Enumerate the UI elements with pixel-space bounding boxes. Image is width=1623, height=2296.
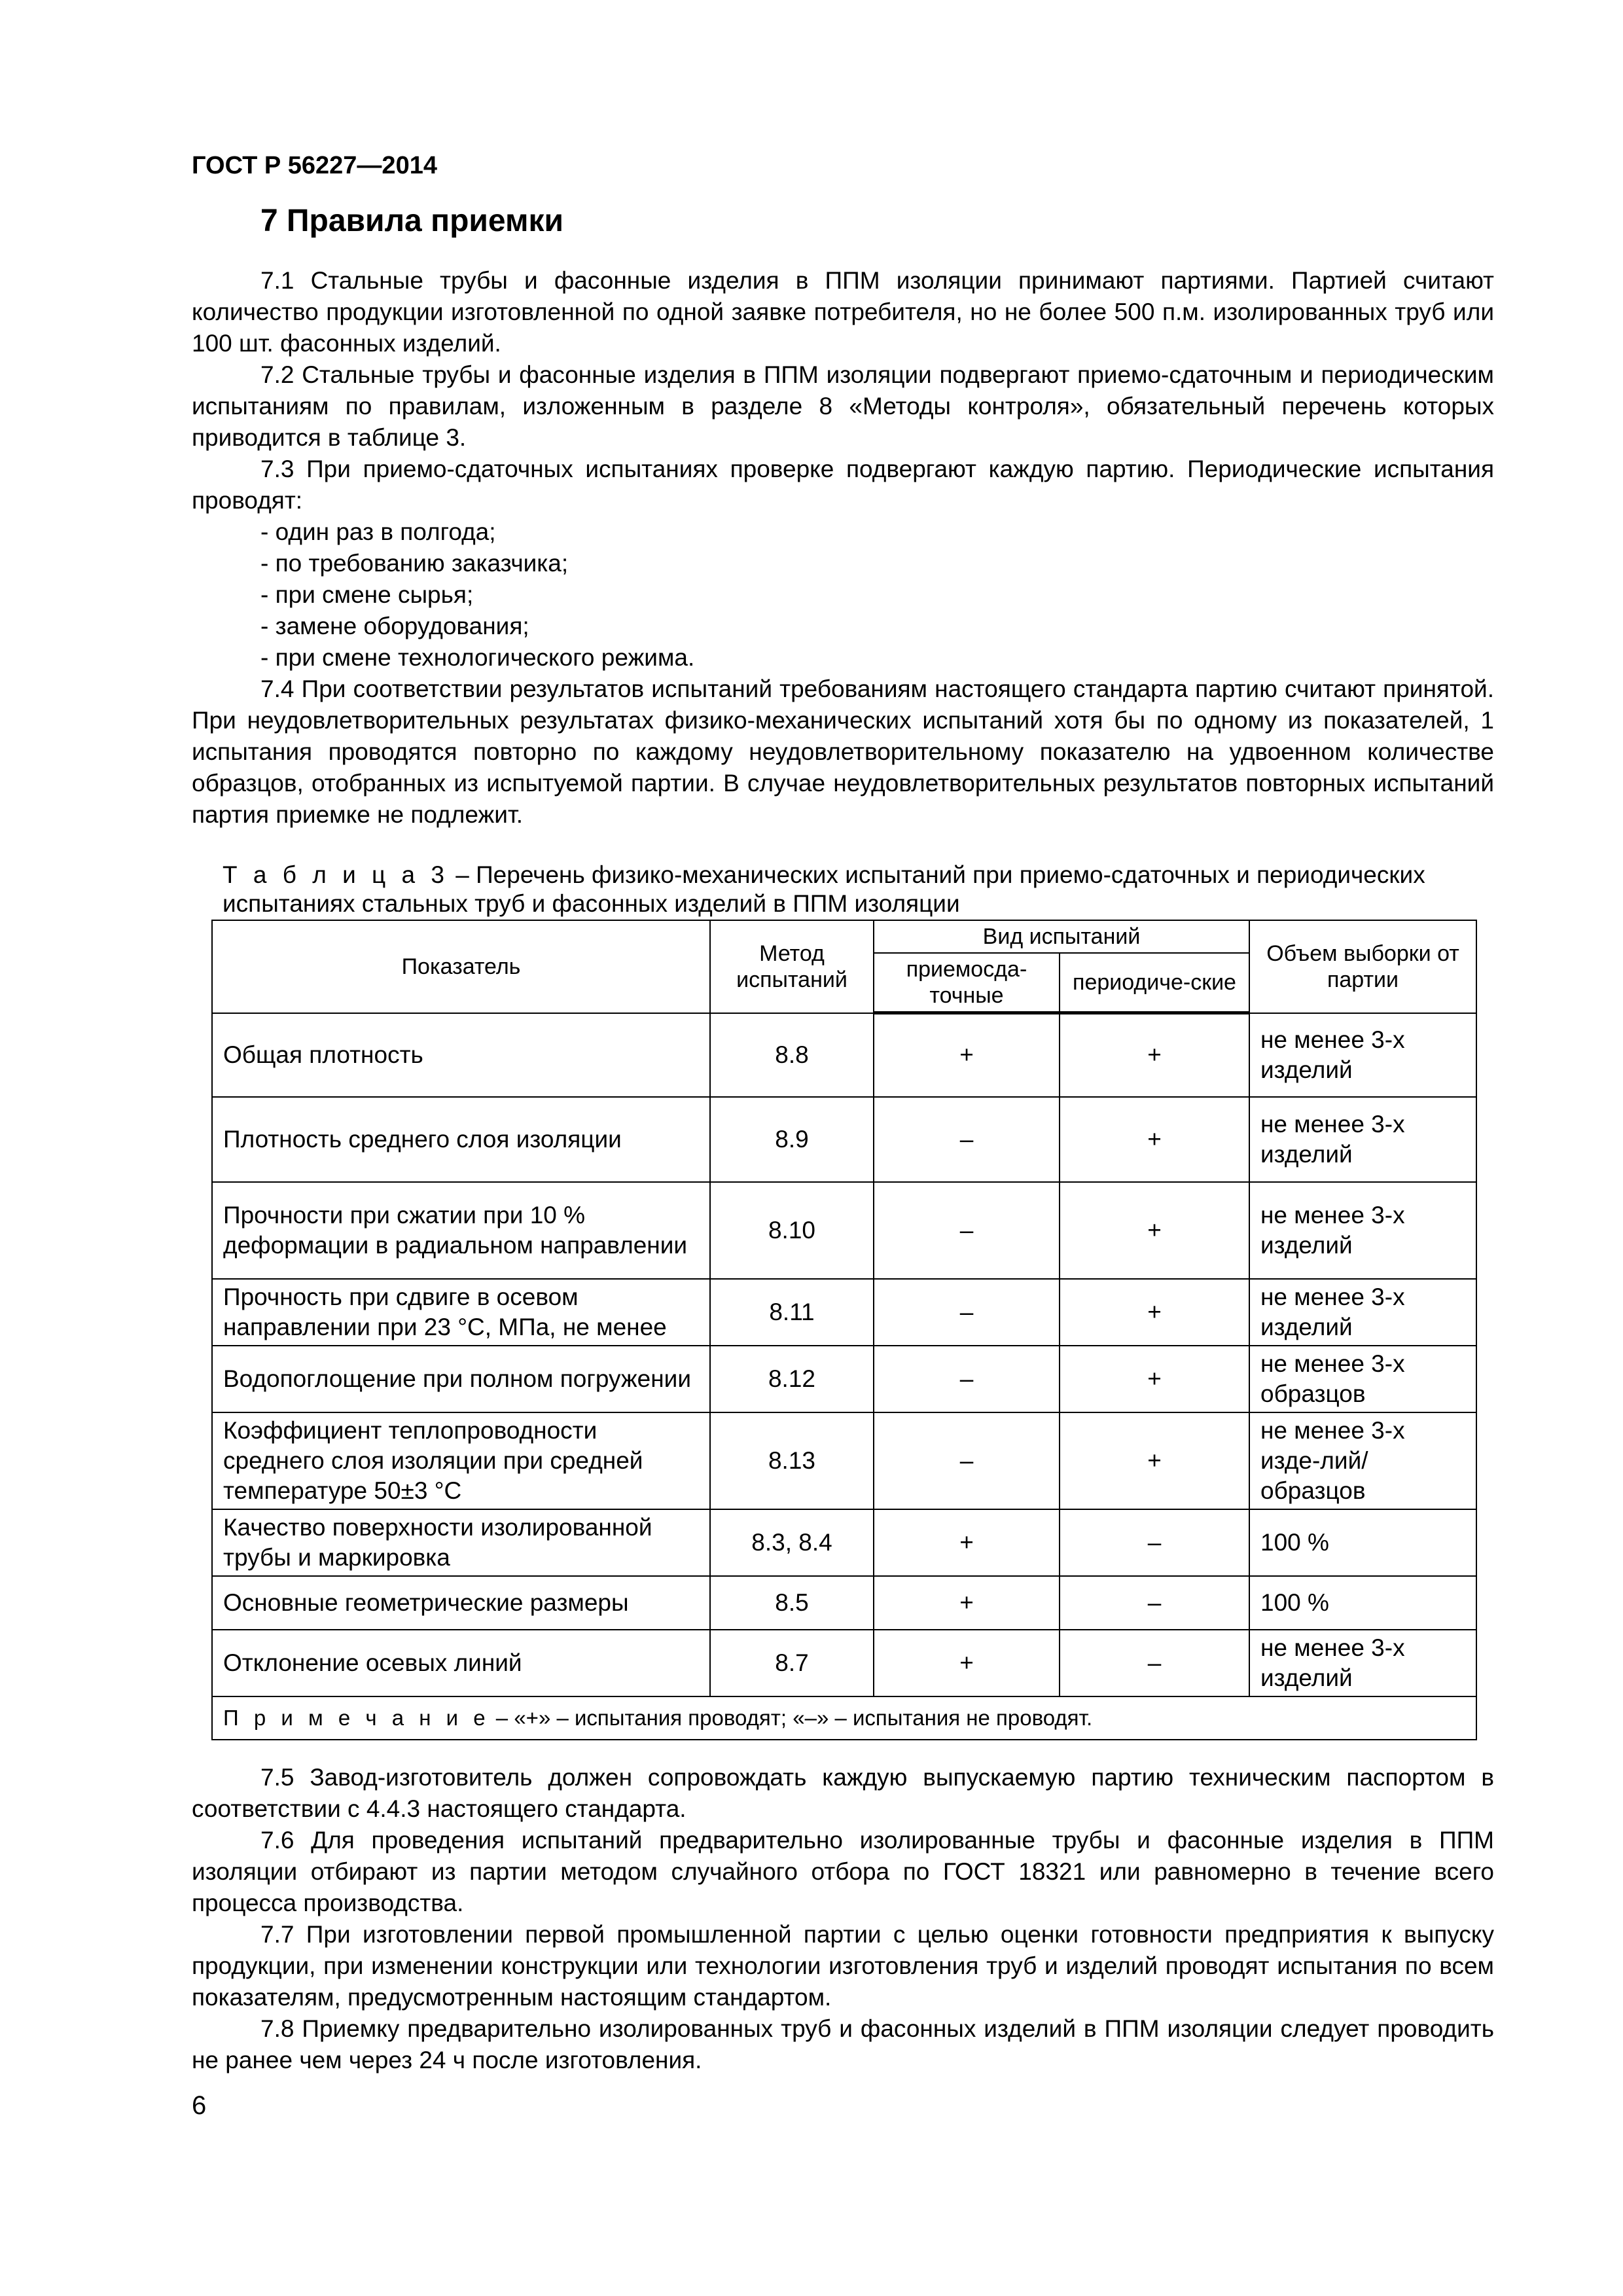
cell-indicator: Прочности при сжатии при 10 % деформации в радиальном направлении [212,1182,710,1279]
cell-periodic: + [1060,1279,1249,1346]
cell-indicator: Плотность среднего слоя изоляции [212,1097,710,1182]
list-item: - при смене технологического режима. [260,644,695,671]
paragraph-7-6: 7.6 Для проведения испытаний предварительно изолированные трубы и фасонные изделия в ППМ изоляции отбирают из партии методом случайного отбора по ГОСТ 18321 или равномерно в течение всего процесса производства. [192,1827,1494,1916]
list-item: - один раз в полгода; [260,518,496,545]
cell-acceptance: – [874,1346,1060,1412]
table-note-row [212,1696,1476,1740]
table-row [212,1013,1476,1097]
cell-periodic: – [1060,1509,1249,1576]
cell-sample: 100 % [1249,1576,1476,1630]
standard-header: ГОСТ Р 56227—2014 [192,152,437,179]
body-text-top [192,265,1494,831]
page-number: 6 [192,2091,207,2120]
table-caption [223,861,1499,918]
table-caption-text: – Перечень физико-механических испытаний при приемо-сдаточных и периодических испытаниях стальных труб и фасонных изделий в ППМ изоляции [223,861,1425,917]
cell-method: 8.3, 8.4 [710,1509,874,1576]
cell-method: 8.8 [710,1013,874,1097]
paragraph-7-8: 7.8 Приемку предварительно изолированных труб и фасонных изделий в ППМ изоляции следует проводить не ранее чем через 24 ч после изготовления. [192,2015,1494,2073]
cell-sample: не менее 3-х изде-лий/образцов [1249,1412,1476,1509]
cell-acceptance: – [874,1097,1060,1182]
header-test-type: Вид испытаний [874,920,1249,953]
cell-method: 8.5 [710,1576,874,1630]
cell-sample: не менее 3-х изделий [1249,1182,1476,1279]
table-row [212,1279,1476,1346]
paragraph-7-4: 7.4 При соответствии результатов испытаний требованиям настоящего стандарта партию считают принятой. При неудовлетворительных результатах физико-механических испытаний хотя бы по одному из показателей, 1 испытания проводятся повторно по каждому неудовлетворительному показателю на удвоенном количестве образцов, отобранных из испытуемой партии. В случае неудовлетворительных результатов повторных испытаний партия приемке не подлежит. [192,675,1494,828]
table-row [212,1412,1476,1509]
test-table [211,920,1477,1740]
table-row [212,1509,1476,1576]
cell-sample: 100 % [1249,1509,1476,1576]
list-item: - при смене сырья; [260,581,474,608]
header-periodic: периодиче-ские [1060,953,1249,1013]
cell-indicator: Качество поверхности изолированной трубы и маркировка [212,1509,710,1576]
note-label: П р и м е ч а н и е [223,1705,490,1730]
cell-periodic: + [1060,1412,1249,1509]
cell-periodic: + [1060,1097,1249,1182]
header-method: Метод испытаний [710,920,874,1013]
cell-method: 8.11 [710,1279,874,1346]
table-row [212,1182,1476,1279]
cell-sample: не менее 3-х образцов [1249,1346,1476,1412]
cell-acceptance: + [874,1509,1060,1576]
cell-acceptance: – [874,1412,1060,1509]
paragraph-7-7: 7.7 При изготовлении первой промышленной партии с целью оценки готовности предприятия к выпуску продукции, при изменении конструкции или технологии изготовления труб и изделий проводят испытания по всем показателям, предусмотренным настоящим стандартом. [192,1921,1494,2011]
paragraph-7-3: 7.3 При приемо-сдаточных испытаниях проверке подвергают каждую партию. Периодические испытания проводят: [192,456,1494,514]
cell-acceptance: + [874,1576,1060,1630]
cell-acceptance: – [874,1182,1060,1279]
table-note [212,1696,1476,1740]
cell-acceptance: + [874,1630,1060,1696]
cell-sample: не менее 3-х изделий [1249,1013,1476,1097]
cell-periodic: + [1060,1013,1249,1097]
cell-method: 8.13 [710,1412,874,1509]
list-item: - замене оборудования; [260,613,529,639]
cell-indicator: Прочность при сдвиге в осевом направлении при 23 °С, МПа, не менее [212,1279,710,1346]
cell-sample: не менее 3-х изделий [1249,1630,1476,1696]
cell-periodic: + [1060,1182,1249,1279]
cell-indicator: Отклонение осевых линий [212,1630,710,1696]
cell-indicator: Основные геометрические размеры [212,1576,710,1630]
paragraph-7-2: 7.2 Стальные трубы и фасонные изделия в ППМ изоляции подвергают приемо-сдаточным и периодическим испытаниям по правилам, изложенным в разделе 8 «Методы контроля», обязательный перечень которых приводится в таблице 3. [192,361,1494,451]
cell-method: 8.7 [710,1630,874,1696]
section-title: 7 Правила приемки [260,204,564,238]
paragraph-7-1: 7.1 Стальные трубы и фасонные изделия в ППМ изоляции принимают партиями. Партией считают количество продукции изготовленной по одной заявке потребителя, но не более 500 п.м. изолированных труб или 100 шт. фасонных изделий. [192,267,1494,357]
header-acceptance: приемосда-точные [874,953,1060,1013]
cell-indicator: Водопоглощение при полном погружении [212,1346,710,1412]
cell-periodic: – [1060,1576,1249,1630]
paragraph-7-5: 7.5 Завод-изготовитель должен сопровождать каждую выпускаемую партию техническим паспортом в соответствии с 4.4.3 настоящего стандарта. [192,1764,1494,1822]
cell-sample: не менее 3-х изделий [1249,1279,1476,1346]
table-row [212,1630,1476,1696]
cell-sample: не менее 3-х изделий [1249,1097,1476,1182]
table-row [212,1576,1476,1630]
header-indicator: Показатель [212,920,710,1013]
header-sample: Объем выборки от партии [1249,920,1476,1013]
cell-periodic: + [1060,1346,1249,1412]
cell-indicator: Общая плотность [212,1013,710,1097]
table-row [212,1097,1476,1182]
cell-method: 8.12 [710,1346,874,1412]
body-text-bottom [192,1762,1494,2076]
cell-acceptance: – [874,1279,1060,1346]
list-item: - по требованию заказчика; [260,550,569,577]
cell-indicator: Коэффициент теплопроводности среднего слоя изоляции при средней температуре 50±3 °С [212,1412,710,1509]
cell-method: 8.10 [710,1182,874,1279]
table-row [212,1346,1476,1412]
table-caption-label: Т а б л и ц а 3 [223,861,449,888]
note-text: – «+» – испытания проводят; «–» – испытания не проводят. [490,1705,1093,1730]
cell-acceptance: + [874,1013,1060,1097]
cell-periodic: – [1060,1630,1249,1696]
cell-method: 8.9 [710,1097,874,1182]
